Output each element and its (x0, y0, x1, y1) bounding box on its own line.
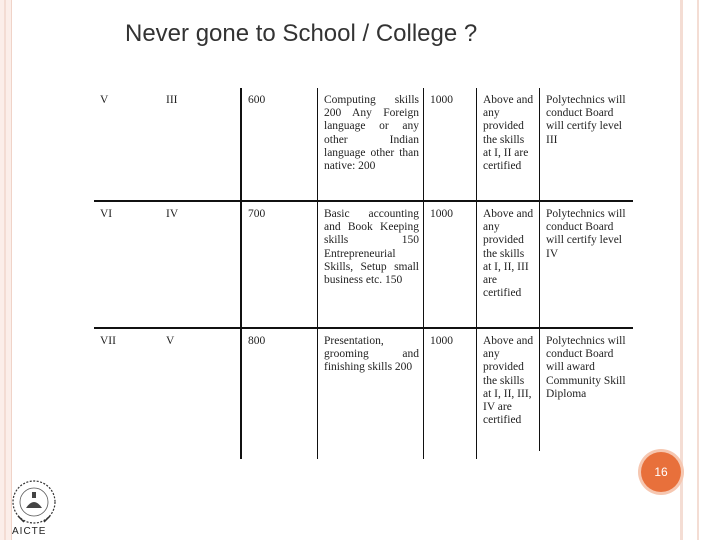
total-cell: 1000 (424, 201, 477, 328)
table-row (94, 201, 633, 328)
skills-cell: Basic accounting and Book Keeping skills 150 Entrepreneurial Skills, Setup small business etc. 150 (318, 201, 424, 328)
left-decor-bar (0, 0, 12, 540)
eligibility-cell: Above and any provided the skills at I, II, III are certified (477, 201, 540, 328)
left-decor-line (4, 0, 6, 540)
skills-cell: Computing skills 200 Any Foreign language or any other Indian language other than native: 200 (318, 88, 424, 201)
total-cell: 1000 (424, 328, 477, 451)
total-cell: 1000 (424, 88, 477, 201)
hours-cell: 800 (241, 328, 318, 451)
certification-cell: Polytechnics will conduct Board will award Community Skill Diploma (540, 328, 634, 451)
slide-title: Never gone to School / College ? (125, 20, 478, 47)
grade-cell: IV (160, 201, 241, 328)
grade-cell: V (166, 335, 175, 347)
table-row-spacer (94, 451, 633, 459)
table-row (94, 88, 633, 201)
level-cell: V (94, 88, 160, 201)
level-cell: VII (100, 335, 116, 347)
aicte-logo-text: AICTE (12, 526, 47, 537)
page-number-badge: 16 (641, 452, 681, 492)
right-decor-line (680, 0, 683, 540)
level-cell: VI (94, 201, 160, 328)
skills-cell: Presentation, grooming and finishing skills 200 (318, 328, 424, 451)
certification-cell: Polytechnics will conduct Board will certify level IV (540, 201, 634, 328)
eligibility-cell: Above and any provided the skills at I, II, III, IV are certified (477, 328, 540, 451)
right-decor-line-outer (697, 0, 699, 540)
hours-cell: 700 (241, 201, 318, 328)
certification-cell: Polytechnics will conduct Board will certify level III (540, 88, 634, 201)
eligibility-cell: Above and any provided the skills at I, II are certified (477, 88, 540, 201)
hours-cell: 600 (241, 88, 318, 201)
qualification-table (94, 88, 633, 460)
table-row (94, 328, 633, 451)
grade-cell: III (160, 88, 241, 201)
